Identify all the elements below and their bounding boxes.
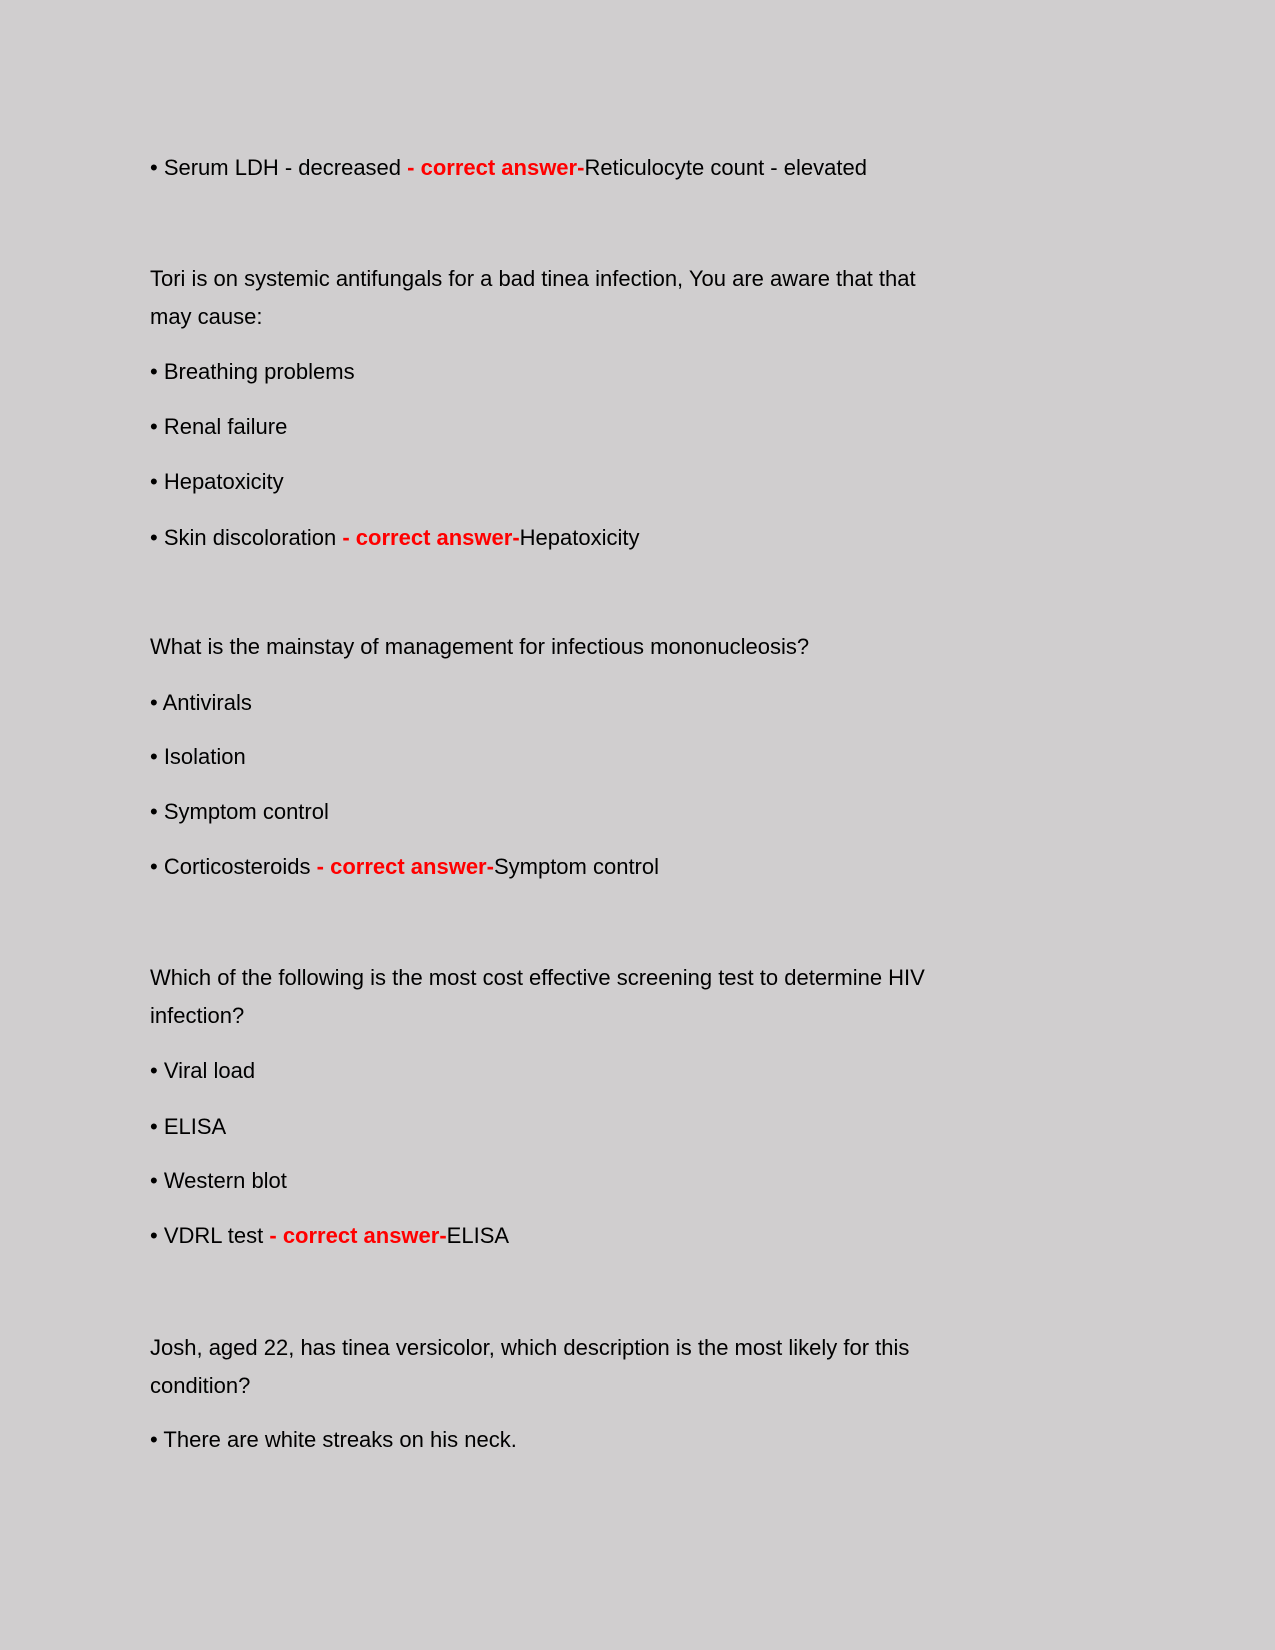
- answer-option: [150, 1426, 517, 1454]
- line-text: • Viral load: [150, 1058, 256, 1083]
- question-text: [150, 1372, 250, 1400]
- question-text: [150, 633, 809, 661]
- answer-option: [150, 853, 659, 881]
- correct-answer-text: Reticulocyte count - elevated: [584, 155, 867, 180]
- line-text: What is the mainstay of management for infectious mononucleosis?: [150, 634, 810, 659]
- question-text: [150, 1334, 909, 1362]
- line-text: • Antivirals: [150, 690, 252, 715]
- answer-option: [150, 154, 867, 182]
- answer-option: [150, 798, 329, 826]
- line-text: condition?: [150, 1373, 251, 1398]
- correct-answer-marker: - correct answer-: [269, 1223, 447, 1248]
- line-text: • Corticosteroids: [150, 854, 317, 879]
- line-text: • Skin discoloration: [150, 525, 343, 550]
- line-text: • Serum LDH - decreased: [150, 155, 408, 180]
- answer-option: [150, 358, 355, 386]
- line-text: • Western blot: [150, 1168, 287, 1193]
- line-text: may cause:: [150, 304, 263, 329]
- line-text: • VDRL test: [150, 1223, 270, 1248]
- answer-option: [150, 1167, 287, 1195]
- line-text: Josh, aged 22, has tinea versicolor, which description is the most likely for this: [150, 1335, 910, 1360]
- question-text: [150, 964, 925, 992]
- line-text: Which of the following is the most cost effective screening test to determine HIV: [150, 965, 925, 990]
- correct-answer-marker: - correct answer-: [407, 155, 585, 180]
- answer-option: [150, 468, 284, 496]
- correct-answer-marker: - correct answer-: [316, 854, 494, 879]
- line-text: Tori is on systemic antifungals for a bad tinea infection, You are aware that that: [150, 266, 916, 291]
- question-text: [150, 1002, 244, 1030]
- question-text: [150, 265, 916, 293]
- line-text: • Isolation: [150, 744, 246, 769]
- question-text: [150, 303, 263, 331]
- line-text: • Hepatoxicity: [150, 469, 284, 494]
- correct-answer-marker: - correct answer-: [342, 525, 520, 550]
- correct-answer-text: Symptom control: [493, 854, 660, 879]
- line-text: • ELISA: [150, 1114, 227, 1139]
- line-text: • Breathing problems: [150, 359, 355, 384]
- correct-answer-text: Hepatoxicity: [519, 525, 640, 550]
- answer-option: [150, 689, 252, 717]
- line-text: • There are white streaks on his neck.: [150, 1427, 517, 1452]
- line-text: • Renal failure: [150, 414, 288, 439]
- answer-option: [150, 413, 287, 441]
- line-text: • Symptom control: [150, 799, 329, 824]
- line-text: infection?: [150, 1003, 245, 1028]
- answer-option: [150, 1222, 509, 1250]
- answer-option: [150, 1057, 255, 1085]
- correct-answer-text: ELISA: [446, 1223, 510, 1248]
- answer-option: [150, 1113, 226, 1141]
- answer-option: [150, 743, 246, 771]
- answer-option: [150, 524, 640, 552]
